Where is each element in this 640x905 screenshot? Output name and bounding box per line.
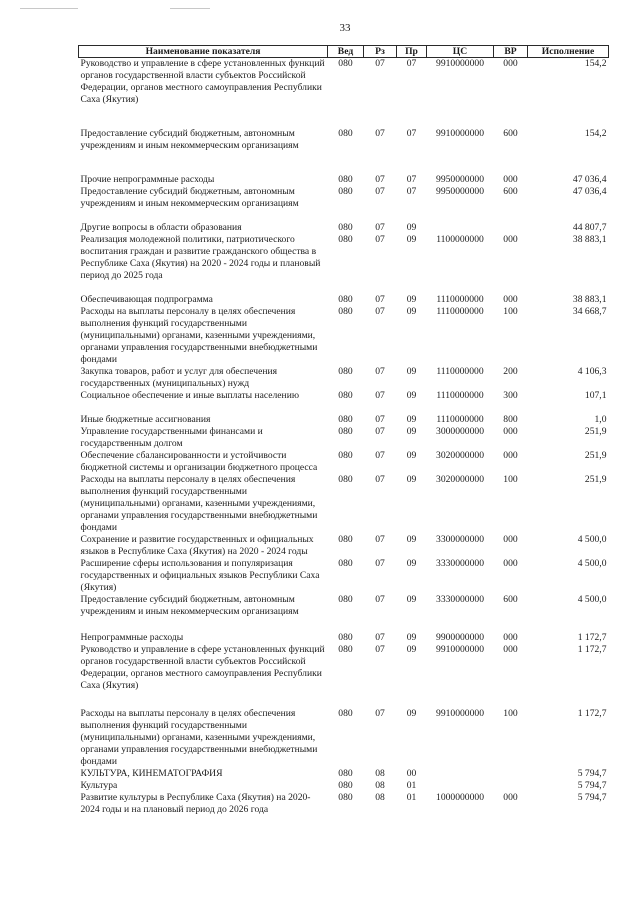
row-ved-cell: 080 — [338, 174, 353, 185]
row-amount-cell: 251,9 — [584, 474, 607, 485]
row-amount-cell: 5 794,7 — [577, 780, 607, 791]
row-name-cell: Расходы на выплаты персоналу в целях обеспечения выполнения функций государственными (муниципальными) органами, казенными учреждениями, органами управления государственными внебюджетными фондами — [80, 306, 318, 365]
row-rz-cell: 07 — [375, 414, 385, 425]
row-rz-cell: 07 — [375, 186, 385, 197]
row-vr-cell: 600 — [503, 594, 518, 605]
row-ved-cell: 080 — [338, 222, 353, 233]
row-amount-cell: 47 036,4 — [572, 186, 607, 197]
table-row — [79, 474, 609, 534]
row-ved-cell: 080 — [338, 128, 353, 139]
row-amount-cell: 251,9 — [584, 426, 607, 437]
row-cs-cell: 1110000000 — [436, 366, 484, 377]
column-header-cs: ЦС — [427, 46, 494, 58]
row-pr-cell: 07 — [406, 58, 417, 69]
row-rz-cell: 07 — [375, 644, 385, 655]
row-name-cell: Культура — [80, 780, 118, 791]
row-rz-cell: 07 — [375, 294, 385, 305]
row-cs-cell: 1110000000 — [436, 414, 484, 425]
row-rz-cell: 07 — [375, 426, 385, 437]
row-rz-cell: 07 — [375, 632, 385, 643]
table-row — [79, 558, 609, 594]
row-amount-cell: 1 172,7 — [577, 644, 607, 655]
row-cs-cell: 9910000000 — [436, 58, 484, 69]
row-vr-cell — [494, 768, 528, 780]
row-cs-cell: 9900000000 — [436, 632, 484, 643]
row-pr-cell: 07 — [406, 128, 417, 139]
table-row — [79, 58, 609, 107]
row-amount-cell: 44 807,7 — [572, 222, 607, 233]
row-name-cell: Предоставление субсидий бюджетным, автономным учреждениям и иным некоммерческим организациям — [80, 594, 299, 617]
column-header-name: Наименование показателя — [79, 46, 328, 58]
row-amount-cell: 5 794,7 — [577, 768, 607, 779]
table-row — [79, 426, 609, 450]
row-vr-cell: 600 — [503, 186, 518, 197]
row-vr-cell: 300 — [503, 390, 518, 401]
table-row — [79, 174, 609, 186]
table-body — [79, 58, 609, 817]
row-ved-cell: 080 — [338, 768, 353, 779]
row-vr-cell — [494, 780, 528, 792]
row-ved-cell: 080 — [338, 426, 353, 437]
row-rz-cell: 08 — [375, 792, 385, 803]
row-pr-cell: 09 — [406, 222, 417, 233]
row-rz-cell: 08 — [375, 768, 385, 779]
row-amount-cell: 5 794,7 — [577, 792, 607, 803]
row-vr-cell: 000 — [503, 426, 518, 437]
table-row — [79, 186, 609, 210]
row-name-cell: Руководство и управление в сфере установленных функций органов государственной власти субъектов Российской Федерации, органов местного самоуправления Республики Саха (Якутия) — [80, 644, 325, 691]
table-row — [79, 294, 609, 306]
table-row — [79, 780, 609, 792]
row-name-cell: Расширение сферы использования и популяризация государственных и официальных языков Республики Саха (Якутия) — [80, 558, 320, 593]
row-vr-cell — [494, 222, 528, 234]
row-name-cell: Расходы на выплаты персоналу в целях обеспечения выполнения функций государственными (муниципальными) органами, казенными учреждениями, органами управления государственными внебюджетными фондами — [80, 474, 318, 533]
row-pr-cell: 09 — [406, 366, 417, 377]
scan-artifact — [170, 8, 210, 9]
table-row — [79, 414, 609, 426]
row-rz-cell: 07 — [375, 174, 385, 185]
column-header-vr: ВР — [494, 46, 528, 58]
row-ved-cell: 080 — [338, 450, 353, 461]
row-rz-cell: 07 — [375, 128, 385, 139]
row-rz-cell: 07 — [375, 366, 385, 377]
row-rz-cell: 07 — [375, 474, 385, 485]
row-pr-cell: 09 — [406, 450, 417, 461]
row-ved-cell: 080 — [338, 708, 353, 719]
row-ved-cell: 080 — [338, 414, 353, 425]
row-name-cell: Развитие культуры в Республике Саха (Якутия) на 2020-2024 годы и на плановый период до 2026 года — [80, 792, 311, 815]
row-amount-cell: 251,9 — [584, 450, 607, 461]
column-header-amount: Исполнение — [528, 46, 609, 58]
row-vr-cell: 800 — [503, 414, 518, 425]
row-vr-cell: 000 — [503, 632, 518, 643]
table-row — [79, 390, 609, 402]
row-rz-cell: 07 — [375, 534, 385, 545]
row-ved-cell: 080 — [338, 558, 353, 569]
row-amount-cell: 4 500,0 — [577, 534, 607, 545]
row-amount-cell: 47 036,4 — [572, 174, 607, 185]
table-row — [79, 306, 609, 366]
row-spacer — [79, 210, 609, 222]
row-name-cell: КУЛЬТУРА, КИНЕМАТОГРАФИЯ — [80, 768, 223, 779]
row-name-cell: Иные бюджетные ассигнования — [80, 414, 211, 425]
row-pr-cell: 09 — [406, 390, 417, 401]
row-pr-cell: 07 — [406, 186, 417, 197]
row-vr-cell: 000 — [503, 58, 518, 69]
row-cs-cell: 1110000000 — [436, 306, 484, 317]
row-rz-cell: 08 — [375, 780, 385, 791]
row-name-cell: Предоставление субсидий бюджетным, автономным учреждениям и иным некоммерческим организациям — [80, 128, 299, 151]
row-name-cell: Непрограммные расходы — [80, 632, 184, 643]
row-vr-cell: 000 — [503, 792, 518, 803]
row-ved-cell: 080 — [338, 644, 353, 655]
row-spacer — [79, 282, 609, 294]
table-row — [79, 128, 609, 152]
row-name-cell: Социальное обеспечение и иные выплаты населению — [80, 390, 299, 401]
row-name-cell: Управление государственными финансами и государственным долгом — [80, 426, 263, 449]
row-amount-cell: 107,1 — [584, 390, 607, 401]
row-name-cell: Реализация молодежной политики, патриотического воспитания граждан и развитие гражданского общества в Республике Саха (Якутия) на 2020 - 2024 годы и плановый период до 2025 года — [80, 234, 321, 281]
row-name-cell: Прочие непрограммные расходы — [80, 174, 215, 185]
row-amount-cell: 4 106,3 — [577, 366, 607, 377]
row-pr-cell: 07 — [406, 174, 417, 185]
row-vr-cell: 600 — [503, 128, 518, 139]
row-amount-cell: 1,0 — [594, 414, 607, 425]
row-spacer — [79, 152, 609, 174]
row-cs-cell: 1110000000 — [436, 390, 484, 401]
row-pr-cell: 09 — [406, 426, 417, 437]
table-row — [79, 222, 609, 234]
row-amount-cell: 1 172,7 — [577, 632, 607, 643]
row-amount-cell: 4 500,0 — [577, 594, 607, 605]
row-ved-cell: 080 — [338, 366, 353, 377]
row-pr-cell: 09 — [406, 708, 417, 719]
row-cs-cell: 3330000000 — [436, 558, 484, 569]
table-row — [79, 708, 609, 768]
row-pr-cell: 09 — [406, 632, 417, 643]
table-row — [79, 594, 609, 618]
row-amount-cell: 4 500,0 — [577, 558, 607, 569]
row-cs-cell: 3020000000 — [436, 474, 484, 485]
row-pr-cell: 01 — [406, 792, 417, 803]
table-row — [79, 768, 609, 780]
row-cs-cell: 3300000000 — [436, 534, 484, 545]
row-vr-cell: 200 — [503, 366, 518, 377]
row-pr-cell: 09 — [406, 306, 417, 317]
row-name-cell: Расходы на выплаты персоналу в целях обеспечения выполнения функций государственными (муниципальными) органами, казенными учреждениями, органами управления государственными внебюджетными фондами — [80, 708, 318, 767]
row-rz-cell: 07 — [375, 234, 385, 245]
row-name-cell: Сохранение и развитие государственных и официальных языков в Республике Саха (Якутия) на 2020 - 2024 годы — [80, 534, 314, 557]
row-pr-cell: 09 — [406, 534, 417, 545]
row-pr-cell: 09 — [406, 558, 417, 569]
table-row — [79, 534, 609, 558]
row-vr-cell: 000 — [503, 558, 518, 569]
row-ved-cell: 080 — [338, 792, 353, 803]
row-rz-cell: 07 — [375, 708, 385, 719]
row-cs-cell: 3000000000 — [436, 426, 484, 437]
row-pr-cell: 09 — [406, 474, 417, 485]
row-amount-cell: 154,2 — [584, 58, 607, 69]
row-vr-cell: 000 — [503, 174, 518, 185]
page-number: 33 — [339, 22, 351, 34]
row-pr-cell: 09 — [406, 594, 417, 605]
row-amount-cell: 154,2 — [584, 128, 607, 139]
row-name-cell: Предоставление субсидий бюджетным, автономным учреждениям и иным некоммерческим организациям — [80, 186, 299, 209]
table-row — [79, 450, 609, 474]
row-ved-cell: 080 — [338, 390, 353, 401]
budget-table — [78, 45, 609, 816]
column-header-rz: Рз — [364, 46, 397, 58]
row-cs-cell: 1000000000 — [436, 792, 484, 803]
table-header-row — [79, 46, 609, 58]
column-header-ved: Вед — [328, 46, 364, 58]
row-vr-cell: 000 — [503, 234, 518, 245]
row-pr-cell: 00 — [406, 768, 417, 779]
row-vr-cell: 100 — [503, 306, 518, 317]
row-vr-cell: 000 — [503, 450, 518, 461]
row-rz-cell: 07 — [375, 558, 385, 569]
row-ved-cell: 080 — [338, 534, 353, 545]
row-cs-cell: 9950000000 — [436, 174, 484, 185]
row-pr-cell: 09 — [406, 234, 417, 245]
row-amount-cell: 1 172,7 — [577, 708, 607, 719]
row-vr-cell: 100 — [503, 474, 518, 485]
row-spacer — [79, 692, 609, 708]
row-rz-cell: 07 — [375, 594, 385, 605]
table-row — [79, 234, 609, 282]
row-name-cell: Закупка товаров, работ и услуг для обеспечения государственных (муниципальных) нужд — [80, 366, 278, 389]
row-cs-cell: 1110000000 — [436, 294, 484, 305]
row-spacer — [79, 402, 609, 414]
row-amount-cell: 34 668,7 — [572, 306, 607, 317]
row-cs-cell — [427, 780, 494, 792]
row-pr-cell: 09 — [406, 414, 417, 425]
row-cs-cell — [427, 222, 494, 234]
row-spacer — [79, 106, 609, 128]
row-ved-cell: 080 — [338, 186, 353, 197]
row-cs-cell: 9910000000 — [436, 128, 484, 139]
row-amount-cell: 38 883,1 — [572, 294, 607, 305]
row-rz-cell: 07 — [375, 390, 385, 401]
row-cs-cell — [427, 768, 494, 780]
row-rz-cell: 07 — [375, 450, 385, 461]
row-pr-cell: 09 — [406, 644, 417, 655]
table-row — [79, 632, 609, 644]
column-header-pr: Пр — [397, 46, 427, 58]
row-ved-cell: 080 — [338, 306, 353, 317]
row-vr-cell: 000 — [503, 534, 518, 545]
row-name-cell: Обеспечение сбалансированности и устойчивости бюджетной системы и организации бюджетного процесса — [80, 450, 318, 473]
row-amount-cell: 38 883,1 — [572, 234, 607, 245]
row-rz-cell: 07 — [375, 222, 385, 233]
row-cs-cell: 1100000000 — [436, 234, 484, 245]
row-spacer — [79, 618, 609, 632]
row-name-cell: Другие вопросы в области образования — [80, 222, 242, 233]
row-name-cell: Обеспечивающая подпрограмма — [80, 294, 213, 305]
row-ved-cell: 080 — [338, 632, 353, 643]
row-rz-cell: 07 — [375, 306, 385, 317]
scan-artifact — [20, 8, 78, 9]
row-ved-cell: 080 — [338, 474, 353, 485]
row-pr-cell: 01 — [406, 780, 417, 791]
table-row — [79, 644, 609, 692]
row-cs-cell: 3020000000 — [436, 450, 484, 461]
row-ved-cell: 080 — [338, 780, 353, 791]
row-vr-cell: 100 — [503, 708, 518, 719]
row-ved-cell: 080 — [338, 234, 353, 245]
row-vr-cell: 000 — [503, 644, 518, 655]
table-row — [79, 792, 609, 816]
row-cs-cell: 9910000000 — [436, 644, 484, 655]
row-cs-cell: 9910000000 — [436, 708, 484, 719]
row-rz-cell: 07 — [375, 58, 385, 69]
row-vr-cell: 000 — [503, 294, 518, 305]
row-ved-cell: 080 — [338, 594, 353, 605]
row-cs-cell: 9950000000 — [436, 186, 484, 197]
row-pr-cell: 09 — [406, 294, 417, 305]
table-row — [79, 366, 609, 390]
row-ved-cell: 080 — [338, 294, 353, 305]
row-name-cell: Руководство и управление в сфере установленных функций органов государственной власти субъектов Российской Федерации, органов местного самоуправления Республики Саха (Якутия) — [80, 58, 325, 105]
row-ved-cell: 080 — [338, 58, 353, 69]
row-cs-cell: 3330000000 — [436, 594, 484, 605]
